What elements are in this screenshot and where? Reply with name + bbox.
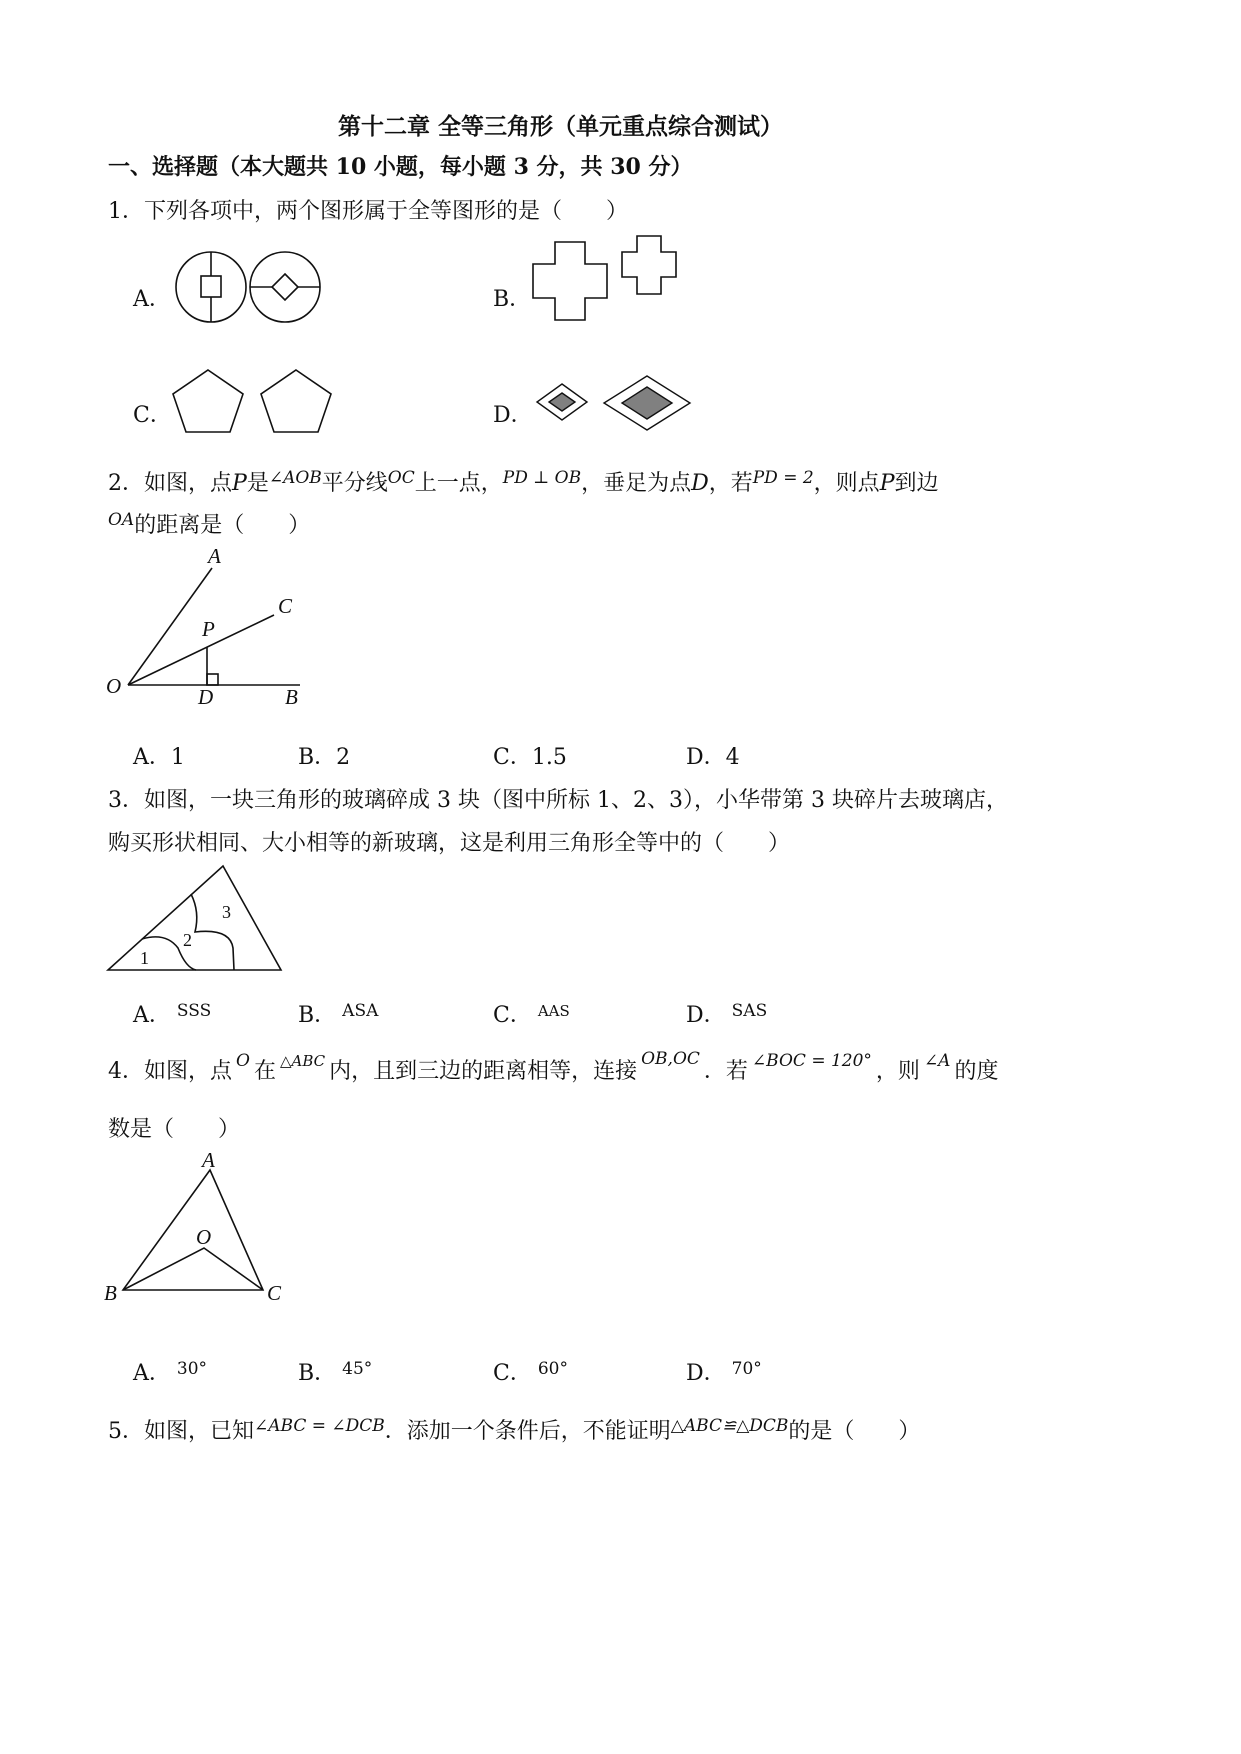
question-3-line2: 购买形状相同、大小相等的新玻璃，这是利用三角形全等中的（ ） (108, 831, 791, 856)
q4-option-d-value: 70° (731, 1359, 762, 1379)
question-2-stem-line2 (108, 508, 310, 539)
q5-text-1: 5．如图，已知 (108, 1419, 254, 1444)
q2-label-o: O (106, 674, 122, 698)
q4-angle-boc: ∠BOC = 120° (751, 1051, 872, 1071)
q2-text-5: ，垂足为点 (581, 471, 692, 496)
q3-option-c-value: AAS (537, 1002, 570, 1020)
q1-option-d-label[interactable]: D． (493, 403, 533, 428)
q4-text-3: 内，且到三边的距离相等，连接 (329, 1059, 638, 1084)
q4-option-c-value: 60° (537, 1359, 568, 1379)
q2-text-4: 上一点， (414, 471, 503, 496)
q4-text-6: 的度 (954, 1059, 999, 1084)
question-5-stem (108, 1414, 920, 1445)
q2-option-d-value: 4 (725, 745, 740, 770)
q2-label-c: C (278, 594, 293, 618)
q1-option-a-label[interactable]: A． (133, 287, 171, 312)
q1-option-b-figure (528, 232, 680, 328)
q4-triangle (123, 1170, 263, 1290)
q4-text-1: 4．如图，点 (108, 1059, 232, 1084)
q3-piece-1-label: 1 (140, 948, 149, 968)
q2-option-c[interactable] (493, 740, 567, 771)
question-4-stem (108, 1049, 999, 1085)
q2-ray-oc-line (128, 615, 274, 685)
q2-option-a-label: A． (133, 745, 171, 770)
q2-option-c-label: C． (493, 745, 532, 770)
q2-text-2: 是 (246, 471, 269, 496)
q3-option-c-label: C． (493, 1003, 532, 1028)
q5-condition: ∠ABC = ∠DCB (254, 1416, 385, 1436)
q1-option-a-figure (172, 248, 324, 328)
q2-text-7: ，则点 (813, 471, 880, 496)
q2-label-d: D (198, 685, 214, 709)
q2-text-8: 到边 (894, 471, 939, 496)
q2-perpendicular: PD ⊥ OB (502, 468, 582, 488)
q4-option-c[interactable] (493, 1356, 568, 1387)
q2-pd-value: PD = 2 (752, 468, 814, 488)
q4-option-a[interactable] (133, 1356, 207, 1387)
q3-option-c[interactable] (493, 998, 570, 1029)
q4-text-5: ，则 (875, 1059, 920, 1084)
q1-option-b-label[interactable]: B． (493, 287, 532, 312)
q3-figure (100, 860, 290, 976)
q2-option-a[interactable] (133, 740, 185, 771)
q3-option-b-label: B． (298, 1003, 337, 1028)
q3-option-a-label: A． (133, 1003, 171, 1028)
section-heading: 一、选择题（本大题共 10 小题，每小题 3 分，共 30 分） (108, 154, 693, 180)
q3-option-b[interactable] (298, 998, 378, 1029)
q2-text-6: ，若 (708, 471, 753, 496)
q5-text-3: 的是（ ） (788, 1419, 921, 1444)
q2-right-angle-mark (207, 674, 218, 685)
q3-piece-3-label: 3 (222, 902, 231, 922)
q3-option-d-label: D． (686, 1003, 726, 1028)
q3-triangle (108, 866, 281, 970)
q4-text-4: ．若 (703, 1059, 748, 1084)
q2-ray-oa-line (128, 568, 212, 685)
q2-point-d: D (691, 471, 709, 496)
q4-segments-ob-oc-lines (123, 1248, 263, 1290)
question-2-stem (108, 466, 939, 497)
q2-option-b[interactable] (298, 740, 350, 771)
q4-option-a-value: 30° (176, 1359, 208, 1379)
q2-side-oa: OA (108, 510, 135, 530)
q2-angle-aob: ∠AOB (268, 468, 322, 488)
q2-ray-oc: OC (387, 468, 415, 488)
q4-figure (100, 1148, 300, 1308)
q2-text-3: 平分线 (321, 471, 388, 496)
q4-option-d[interactable] (686, 1356, 762, 1387)
q2-option-a-value: 1 (170, 745, 185, 770)
q1-option-c-label[interactable]: C． (133, 403, 172, 428)
q4-triangle-abc: △ABC (279, 1052, 326, 1070)
question-3-line1: 3．如图，一块三角形的玻璃碎成 3 块（图中所标 1、2、3），小华带第 3 块碎片去玻璃店， (108, 788, 1008, 813)
q4-option-b-label: B． (298, 1361, 337, 1386)
q2-label-b: B (285, 685, 298, 709)
q3-option-a-value: SSS (176, 1001, 212, 1021)
q4-option-a-label: A． (133, 1361, 171, 1386)
q3-piece-2-label: 2 (183, 930, 192, 950)
q4-label-b: B (104, 1281, 117, 1305)
q2-point-p: P (232, 471, 247, 496)
q2-option-b-value: 2 (336, 745, 351, 770)
q3-option-d[interactable] (686, 998, 767, 1029)
q2-option-c-value: 1.5 (531, 745, 567, 770)
q2-text-9: 的距离是（ ） (134, 513, 311, 538)
q4-label-a: A (202, 1148, 215, 1172)
q4-label-c: C (267, 1281, 282, 1305)
question-4-stem-line2: 数是（ ） (108, 1117, 241, 1142)
q3-option-a[interactable] (133, 998, 211, 1029)
q2-point-p-2: P (879, 471, 895, 496)
q2-label-p: P (202, 617, 215, 641)
q2-option-d[interactable] (686, 740, 740, 771)
q4-point-o: O (236, 1051, 250, 1071)
q2-figure (100, 540, 320, 716)
q4-label-o: O (196, 1225, 212, 1249)
q4-option-d-label: D． (686, 1361, 726, 1386)
q4-segments-ob-oc: OB,OC (641, 1049, 700, 1069)
q5-text-2: ．添加一个条件后，不能证明 (384, 1419, 671, 1444)
q4-angle-a: ∠A (923, 1051, 951, 1071)
q4-option-b[interactable] (298, 1356, 372, 1387)
q4-option-c-label: C． (493, 1361, 532, 1386)
q3-option-b-value: ASA (342, 1001, 379, 1021)
q2-option-d-label: D． (686, 745, 726, 770)
page-title: 第十二章 全等三角形（单元重点综合测试） (338, 113, 784, 140)
q2-text-1: 2．如图，点 (108, 471, 232, 496)
q1-option-d-figure (532, 372, 698, 436)
q5-congruence: △ABC≌△DCB (670, 1416, 789, 1436)
q2-option-b-label: B． (298, 745, 337, 770)
q2-label-a: A (208, 544, 221, 568)
q1-option-c-figure (168, 366, 338, 436)
q4-text-2: 在 (253, 1059, 276, 1084)
q4-option-b-value: 45° (342, 1359, 373, 1379)
question-1-stem: 1．下列各项中，两个图形属于全等图形的是（ ） (108, 199, 628, 224)
q3-option-d-value: SAS (731, 1001, 768, 1021)
